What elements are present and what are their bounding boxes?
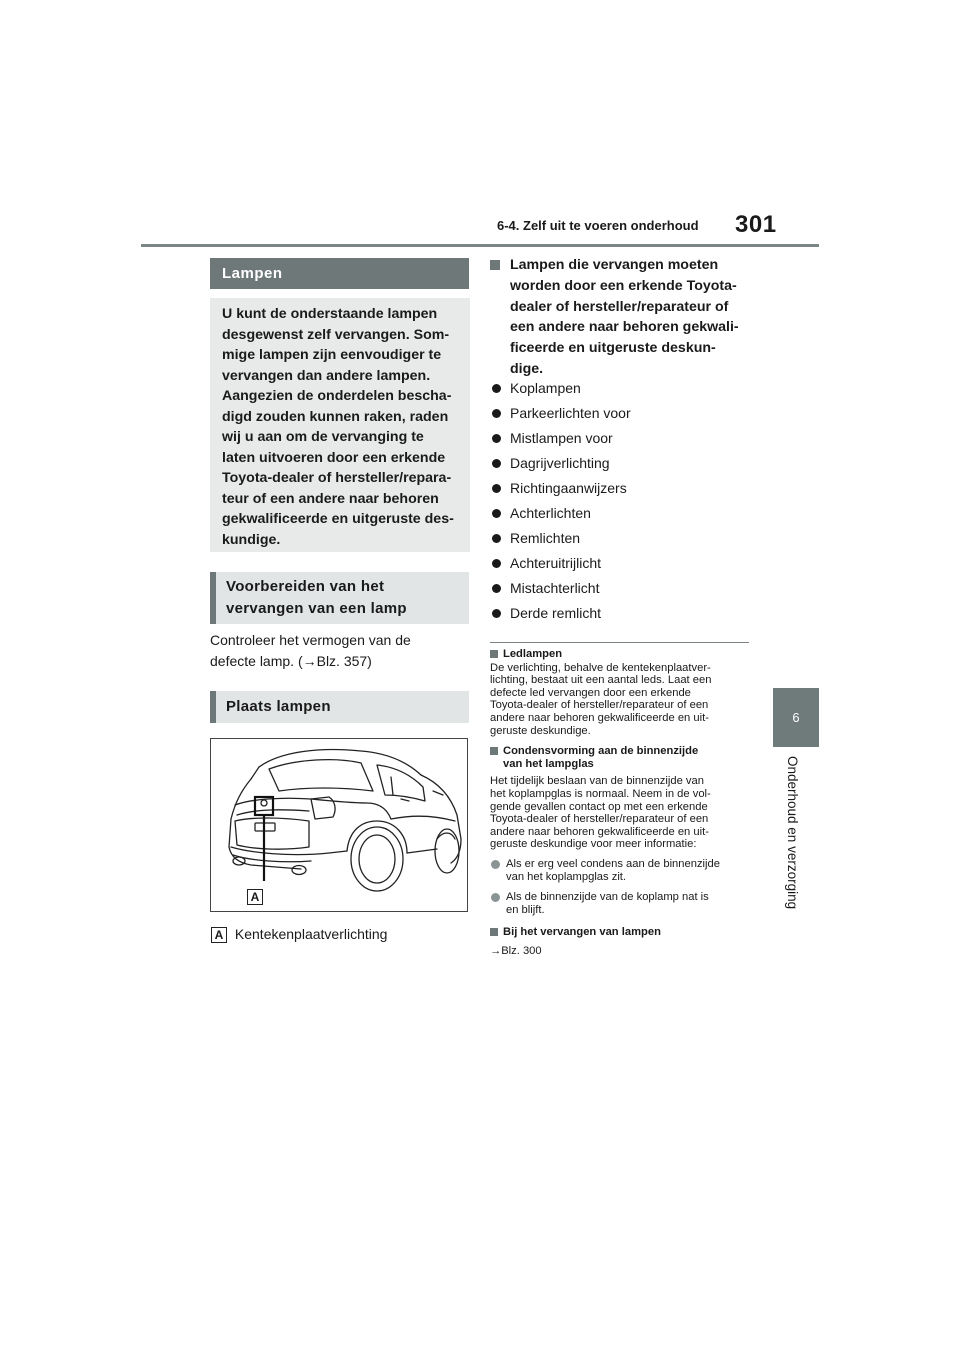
note-line: lichting, bestaat uit een aantal leds. Laat een: [490, 674, 712, 687]
note-line: geruste deskundige voor meer informatie:: [490, 838, 697, 851]
note-line: defecte led vervangen door een erkende: [490, 686, 691, 699]
car-rear-figure: [210, 738, 468, 912]
list-item: Remlichten: [492, 528, 631, 553]
section-title-plaats: [210, 691, 469, 723]
note-line: geruste deskundige.: [490, 724, 591, 737]
car-rear-illustration: [211, 739, 467, 911]
note-line: De verlichting, behalve de kentekenplaatver-: [490, 661, 711, 674]
list-item: Achterlichten: [492, 503, 631, 528]
note-line: Als er erg veel condens aan de binnenzijde: [506, 857, 720, 870]
intro-line: laten uitvoeren door een erkende: [222, 449, 446, 466]
intro-line: kundige.: [222, 531, 281, 548]
note-line: en blijft.: [506, 903, 545, 916]
note-title: [490, 745, 752, 770]
legend-callout-a: A: [211, 927, 227, 943]
intro-line: digd zouden kunnen raken, raden: [222, 408, 449, 425]
heading-line: ficeerde en uitgeruste deskun-: [510, 340, 716, 357]
bullet-square-icon: [490, 650, 498, 658]
note-line: het koplampglas is normaal. Neem in de vol-: [490, 787, 711, 800]
bullet-square-icon: [490, 260, 500, 270]
list-item: Parkeerlichten voor: [492, 403, 631, 428]
note-line: andere naar behoren gekwalificeerde en uit-: [490, 711, 709, 724]
legend-text: Kentekenplaatverlichting: [234, 926, 388, 942]
list-item: Richtingaanwijzers: [492, 478, 631, 503]
notes-block: [490, 648, 752, 957]
intro-line: vervangen dan andere lampen.: [222, 367, 431, 384]
note-title: [490, 926, 752, 939]
list-item: Achteruitrijlicht: [492, 553, 631, 578]
section-title-line: vervangen van een lamp: [226, 600, 407, 617]
note-title-text: Ledlampen: [503, 648, 563, 660]
heading-line: Lampen die vervangen moeten: [510, 257, 719, 273]
bullet-square-icon: [490, 747, 498, 755]
note-paragraph: [490, 662, 752, 738]
heading-line: dealer of hersteller/reparateur of: [510, 298, 729, 315]
intro-line: gekwalificeerde en uitgeruste des-: [222, 511, 454, 527]
intro-line: teur of een andere naar behoren: [222, 490, 439, 507]
notes-divider: [490, 642, 749, 643]
intro-line: U kunt de onderstaande lampen: [222, 306, 438, 322]
prep-line: Controleer het vermogen van de: [210, 632, 411, 648]
chapter-tab: [773, 688, 819, 747]
note-line: andere naar behoren gekwalificeerde en uit-: [490, 825, 709, 838]
figure-legend: [211, 924, 387, 945]
note-line: Als de binnenzijde van de koplamp nat is: [506, 891, 709, 904]
prep-line: defecte lamp. (→Blz. 357): [210, 653, 372, 669]
chapter-number: 6: [792, 710, 800, 725]
heading-line: een andere naar behoren gekwali-: [510, 319, 739, 336]
list-item: Koplampen: [492, 378, 631, 403]
list-item: Mistachterlicht: [492, 578, 631, 603]
bullet-square-icon: [490, 928, 498, 936]
heading-line: worden door een erkende Toyota-: [510, 277, 737, 294]
section-title-line: Voorbereiden van het: [226, 578, 385, 595]
section-title-voorbereiden: [210, 572, 469, 624]
note-title: [490, 648, 752, 661]
section-title-text: Lampen: [222, 265, 283, 282]
note-paragraph: [490, 775, 752, 851]
header-rule: [141, 244, 819, 247]
note-dot-item: [490, 858, 752, 883]
list-item: Dagrijverlichting: [492, 453, 631, 478]
note-line: gende gevallen contact op met een erkende: [490, 800, 708, 813]
intro-line: desgewenst zelf vervangen. Som-: [222, 326, 450, 343]
intro-line: mige lampen zijn eenvoudiger te: [222, 347, 442, 363]
list-item: Mistlampen voor: [492, 428, 631, 453]
note-page-ref: →Blz. 300: [490, 944, 542, 957]
note-dot-item: [490, 891, 752, 916]
page-number: 301: [735, 211, 777, 238]
section-title-lampen: [210, 258, 469, 289]
figure-callout-a: A: [247, 889, 263, 905]
replacement-heading: [490, 255, 750, 380]
intro-box: [210, 298, 470, 552]
list-item: Derde remlicht: [492, 603, 631, 628]
note-title-text: Bij het vervangen van lampen: [503, 926, 661, 939]
chapter-title: Onderhoud en verzorging: [785, 756, 800, 910]
lamp-list: [492, 378, 631, 628]
heading-line: dige.: [510, 360, 544, 377]
note-title-text: van het lampglas: [503, 757, 594, 770]
note-line: Toyota-dealer of hersteller/reparateur of een: [490, 699, 709, 712]
section-title-text: Plaats lampen: [226, 698, 331, 715]
note-line: van het koplampglas zit.: [506, 870, 627, 883]
section-header-title: 6-4. Zelf uit te voeren onderhoud: [497, 218, 699, 233]
prep-paragraph: [210, 630, 470, 672]
note-title-text: Condensvorming aan de binnenzijde: [503, 745, 699, 758]
intro-line: Toyota-dealer of hersteller/repara-: [222, 470, 452, 486]
note-line: Toyota-dealer of hersteller/reparateur of een: [490, 813, 709, 826]
intro-line: Aangezien de onderdelen bescha-: [222, 388, 452, 404]
intro-line: wij u aan om de vervanging te: [222, 429, 424, 445]
note-line: Het tijdelijk beslaan van de binnenzijde van: [490, 775, 704, 788]
